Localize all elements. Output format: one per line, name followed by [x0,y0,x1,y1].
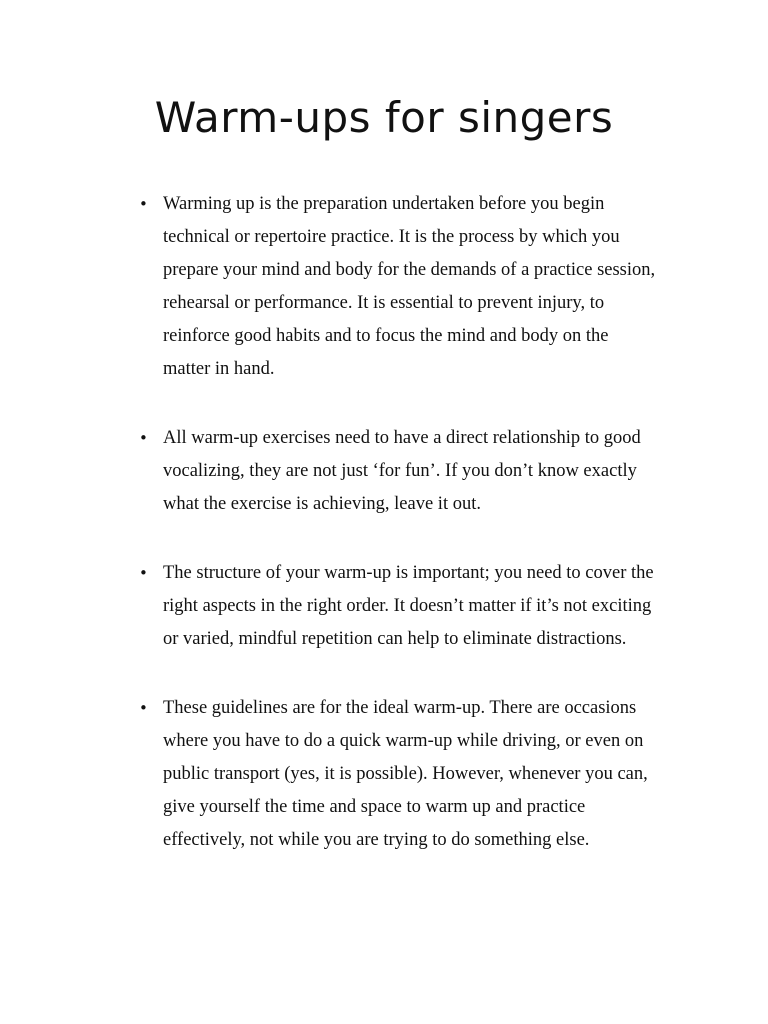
page-title: Warm-ups for singers [154,93,614,142]
bullet-icon: • [139,699,148,717]
list-item [0,692,768,857]
bullet-text: These guidelines are for the ideal warm-up. There are occasions where you have to do a quick warm-up while driving, or even on public transport (yes, it is possible). However, whenever you can, give yourself the time and space to warm up and practice effectively, not while you are trying to do something else. [163,698,648,850]
bullet-text: All warm-up exercises need to have a direct relationship to good vocalizing, they are not just ‘for fun’. If you don’t know exactly what the exercise is achieving, leave it out. [163,428,641,514]
bullet-text: Warming up is the preparation undertaken before you begin technical or repertoire practice. It is the process by which you prepare your mind and body for the demands of a practice session, rehearsal or performance. It is essential to prevent injury, to reinforce good habits and to focus the mind and body on the matter in hand. [163,194,656,379]
bullet-list [0,188,768,892]
bullet-icon: • [139,429,148,447]
list-item [0,557,768,656]
list-item [0,422,768,521]
bullet-icon: • [139,564,148,582]
bullet-text: The structure of your warm-up is important; you need to cover the right aspects in the right order. It doesn’t matter if it’s not exciting or varied, mindful repetition can help to eliminate distractions. [163,563,654,649]
list-item [0,188,768,386]
bullet-icon: • [139,195,148,213]
